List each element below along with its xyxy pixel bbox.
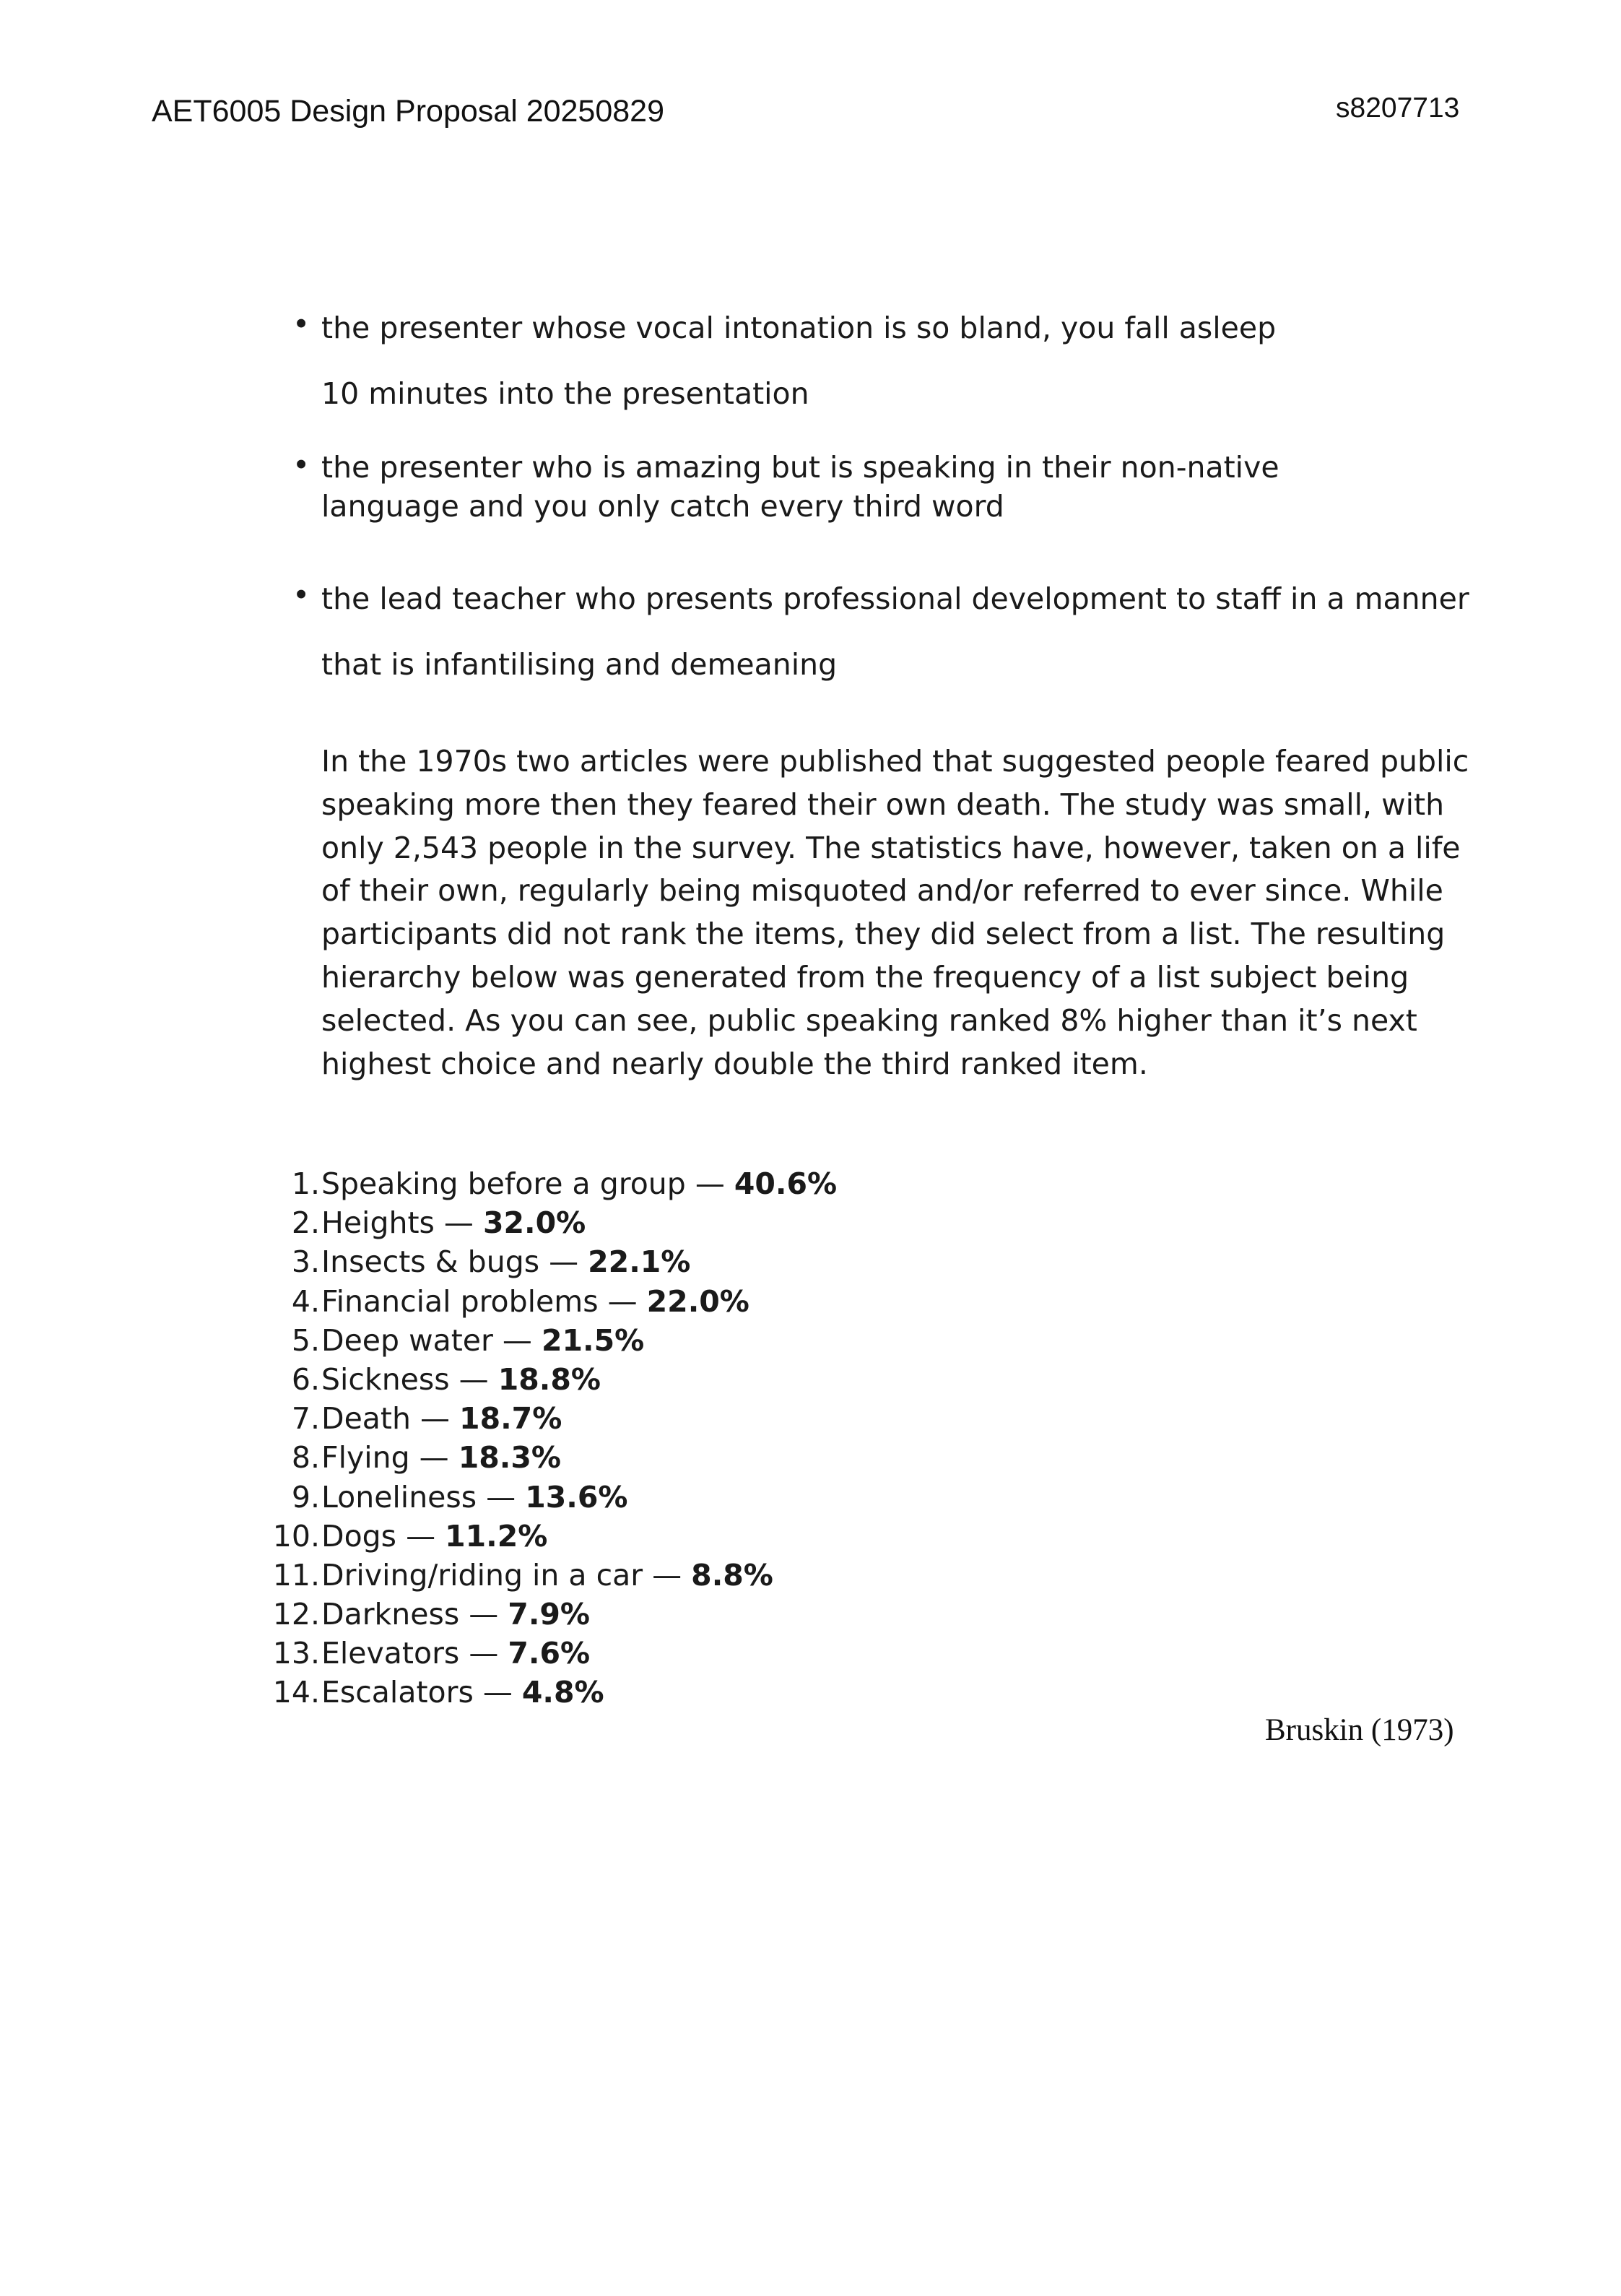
- bullet-line: the presenter whose vocal intonation is so bland, you fall asleep: [321, 311, 1277, 345]
- body-paragraph: [321, 740, 1491, 1086]
- paragraph-line: hierarchy below was generated from the frequency of a list subject being: [321, 959, 1409, 995]
- fear-percentage: 7.9%: [508, 1597, 591, 1632]
- list-number: 9.: [291, 1479, 320, 1515]
- list-item: [245, 1634, 1112, 1673]
- fear-name: Deep water —: [321, 1322, 542, 1358]
- bullet-line: the presenter who is amazing but is speaking in their non-native: [321, 450, 1279, 485]
- fear-name: Heights —: [321, 1205, 483, 1241]
- fear-label: [320, 1595, 590, 1634]
- fear-label: [320, 1673, 604, 1712]
- fear-name: Darkness —: [321, 1597, 508, 1632]
- list-number: 8.: [291, 1440, 320, 1476]
- list-item: [245, 1438, 1112, 1477]
- fear-label: [320, 1203, 586, 1242]
- fear-percentage: 21.5%: [541, 1322, 645, 1358]
- list-number: 14.: [272, 1675, 320, 1710]
- fear-label: [320, 1321, 644, 1360]
- paragraph-line: speaking more then they feared their own death. The study was small, with: [321, 787, 1445, 822]
- fear-percentage: 13.6%: [525, 1479, 628, 1515]
- bullet-line: that is infantilising and demeaning: [321, 647, 838, 682]
- fear-name: Insects & bugs —: [321, 1244, 588, 1280]
- fear-name: Escalators —: [321, 1675, 522, 1710]
- list-item: [245, 1478, 1112, 1517]
- fear-name: Driving/riding in a car —: [321, 1557, 692, 1593]
- fear-label: [320, 1399, 562, 1438]
- list-item: [245, 1203, 1112, 1242]
- fear-label: [320, 1556, 773, 1595]
- list-number: 5.: [291, 1322, 320, 1358]
- fear-percentage: 40.6%: [734, 1166, 838, 1201]
- fear-name: Loneliness —: [321, 1479, 526, 1515]
- list-number: 10.: [272, 1518, 320, 1554]
- fear-percentage: 22.1%: [588, 1244, 691, 1280]
- list-item: [245, 1595, 1112, 1634]
- list-number: 4.: [291, 1283, 320, 1319]
- list-number: 11.: [272, 1557, 320, 1593]
- fear-percentage: 18.3%: [458, 1440, 561, 1476]
- paragraph-line: only 2,543 people in the survey. The statistics have, however, taken on a life: [321, 830, 1461, 865]
- list-item: [245, 1282, 1112, 1321]
- fears-ranked-list: [245, 1164, 1112, 1712]
- list-item: [245, 1360, 1112, 1399]
- fear-percentage: 32.0%: [482, 1205, 586, 1241]
- paragraph-line: participants did not rank the items, they did select from a list. The resulting: [321, 917, 1446, 952]
- fear-label: [320, 1242, 690, 1281]
- paragraph-line: highest choice and nearly double the third ranked item.: [321, 1046, 1148, 1081]
- list-item: [245, 1164, 1112, 1203]
- bullet-marker: •: [292, 578, 310, 612]
- paragraph-line: In the 1970s two articles were published that suggested people feared public: [321, 744, 1469, 779]
- fear-percentage: 8.8%: [691, 1557, 773, 1593]
- bullet-marker: •: [292, 448, 310, 482]
- fear-label: [320, 1478, 627, 1517]
- fear-percentage: 7.6%: [508, 1636, 591, 1671]
- fear-name: Financial problems —: [321, 1283, 647, 1319]
- citation: Bruskin (1973): [1265, 1713, 1454, 1747]
- fear-label: [320, 1164, 837, 1203]
- fear-label: [320, 1517, 547, 1556]
- list-item: [245, 1242, 1112, 1281]
- list-number: 1.: [291, 1166, 320, 1201]
- list-number: 3.: [291, 1244, 320, 1280]
- paragraph-line: selected. As you can see, public speaking ranked 8% higher than it’s next: [321, 1002, 1417, 1038]
- document-header-title: AET6005 Design Proposal 20250829: [152, 94, 665, 129]
- list-item: [245, 1556, 1112, 1595]
- bullet-line: language and you only catch every third word: [321, 489, 1004, 524]
- fear-percentage: 18.8%: [497, 1361, 601, 1397]
- bullet-line: 10 minutes into the presentation: [321, 376, 809, 411]
- student-id: s8207713: [1336, 92, 1460, 124]
- bullet-marker: •: [292, 307, 310, 342]
- fear-name: Elevators —: [321, 1636, 508, 1671]
- fear-name: Dogs —: [321, 1518, 446, 1554]
- fear-label: [320, 1634, 590, 1673]
- fear-percentage: 22.0%: [646, 1283, 749, 1319]
- bullet-line: the lead teacher who presents professional development to staff in a manner: [321, 581, 1469, 616]
- fear-name: Speaking before a group —: [321, 1166, 734, 1201]
- list-number: 6.: [291, 1361, 320, 1397]
- fear-name: Sickness —: [321, 1361, 498, 1397]
- fear-label: [320, 1282, 749, 1321]
- list-item: [245, 1321, 1112, 1360]
- fear-label: [320, 1360, 601, 1399]
- list-item: [245, 1399, 1112, 1438]
- list-number: 2.: [291, 1205, 320, 1241]
- list-number: 13.: [272, 1636, 320, 1671]
- list-item: [245, 1517, 1112, 1556]
- list-number: 7.: [291, 1401, 320, 1437]
- fear-percentage: 18.7%: [459, 1401, 562, 1437]
- fear-label: [320, 1438, 561, 1477]
- list-number: 12.: [272, 1597, 320, 1632]
- fear-name: Death —: [321, 1401, 460, 1437]
- bullet-text: [321, 448, 1477, 526]
- fear-percentage: 11.2%: [445, 1518, 548, 1554]
- paragraph-line: of their own, regularly being misquoted and/or referred to ever since. While: [321, 873, 1443, 909]
- fear-percentage: 4.8%: [521, 1675, 604, 1710]
- list-item: [245, 1673, 1112, 1712]
- fear-name: Flying —: [321, 1440, 459, 1476]
